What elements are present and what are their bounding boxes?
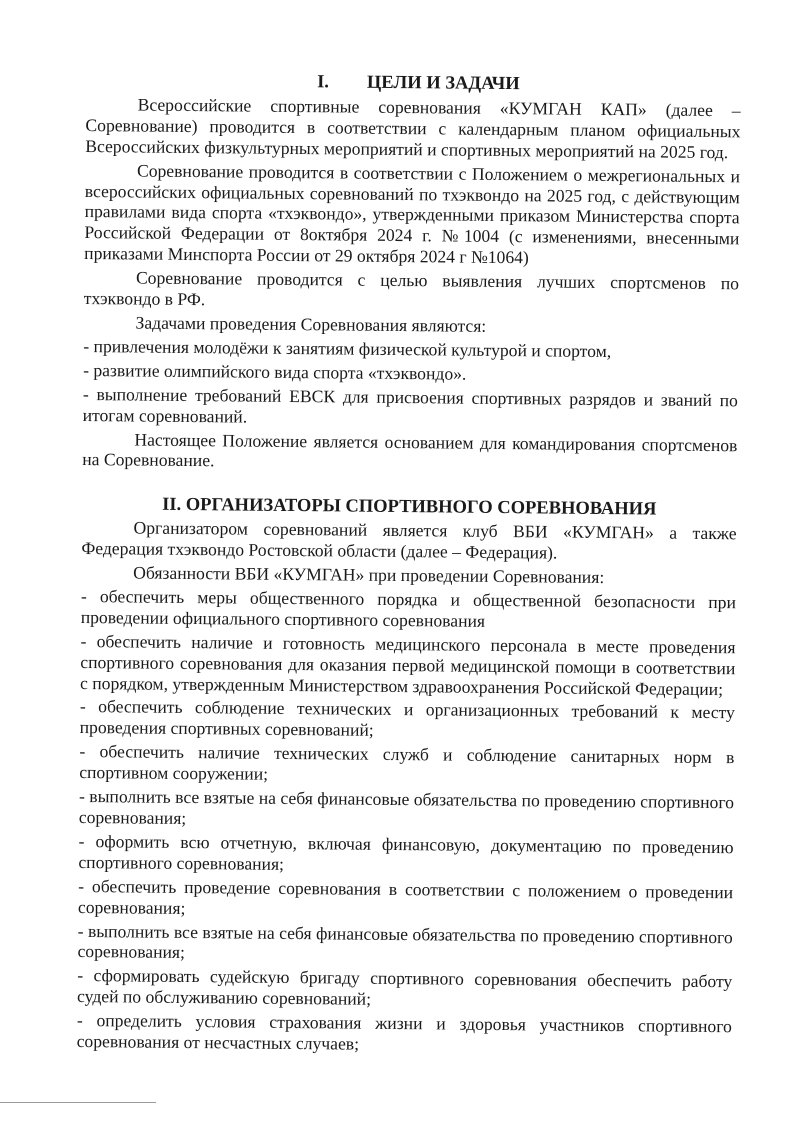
section-1-paragraph: Соревнование проводится с целью выявления лучших спортсменов по тхэквондо в РФ.: [83, 267, 740, 310]
section-1-paragraph: Соревнование проводится в соответствии с Положением о межрегиональных и всероссийских официальных соревнований по тхэквондо на 2025 год, с действующим правилами вида спорта «тхэквондо», утвержденными приказом Министерства спорта Российской Федерации от 8октября 2024 г. №1004 (с изменениями, внесенными приказами Минспорта России от 29 октября 2024 г №1064): [84, 160, 741, 268]
footer-rule: [0, 1102, 156, 1103]
duty-list-item: - обеспечить меры общественного порядка и общественной безопасности при проведении официального спортивного соревнования: [80, 585, 737, 631]
duty-list-item: - обеспечить наличие технических служб и соблюдение санитарных норм в спортивном сооружении;: [79, 741, 735, 784]
duty-list-item: - определить условия страхования жизни и здоровья участников спортивного соревнования от несчастных случаев;: [76, 1010, 732, 1054]
duty-list-item: - обеспечить наличие и готовность медицинского персонала в месте проведения спортивного соревнования для оказания первой медицинской помощи в соответствии с порядком, утвержденным Министерством здравоохранения Российской Федерации;: [80, 630, 736, 699]
duty-list-item: - выполнить все взятые на себя финансовые обязательства по проведению спортивного соревнования;: [78, 786, 735, 828]
task-list-item: - развитие олимпийского вида спорта «тхэквондо».: [83, 359, 467, 384]
task-list-item: - привлечения молодёжи к занятиям физической культурой и спортом,: [83, 335, 612, 361]
task-list-item: - выполнение требований ЕВСК для присвоения спортивных разрядов и званий по итогам соревнований.: [82, 383, 738, 427]
section-2-paragraph: Обязанности ВБИ «КУМГАН» при проведении Соревнования:: [133, 562, 605, 588]
section-1-paragraph: Задачами проведения Соревнования являются:: [135, 312, 487, 336]
section-2-heading: II. ОРГАНИЗАТОРЫ СПОРТИВНОГО СОРЕВНОВАНИЯ: [162, 495, 657, 520]
duty-list-item: - обеспечить соблюдение технических и организационных требований к месту проведения спортивных соревнований;: [79, 696, 735, 741]
section-1-number: I.: [317, 72, 330, 93]
section-1-title: ЦЕЛИ И ЗАДАЧИ: [366, 72, 520, 95]
duty-list-item: - сформировать судейскую бригаду спортивного соревнования обеспечить работу судей по обслуживанию соревнований;: [77, 965, 733, 1010]
duty-list-item: - обеспечить проведение соревнования в соответствии с положением о проведении соревнования;: [77, 875, 734, 918]
section-1-closing: Настоящее Положение является основанием для командирования спортсменов на Соревнование.: [82, 428, 738, 471]
section-1-heading: [86, 70, 741, 97]
section-1-paragraph: Всероссийские спортивные соревнования «КУМГАН КАП» (далее – Соревнование) проводится в соответствии с календарным планом официальных Всероссийских физкультурных мероприятий и спортивных мероприятий на 2025 год.: [85, 94, 741, 162]
duty-list-item: - выполнить все взятые на себя финансовые обязательства по проведению спортивного соревнования;: [77, 920, 733, 963]
duty-list-item: - оформить всю отчетную, включая финансовую, документацию по проведению спортивного соревнования;: [78, 830, 734, 874]
document-body: [77, 70, 741, 1061]
section-2-paragraph: Организатором соревнований является клуб ВБИ «КУМГАН» а также Федерация тхэквондо Ростовской области (далее – Федерация).: [81, 517, 737, 563]
